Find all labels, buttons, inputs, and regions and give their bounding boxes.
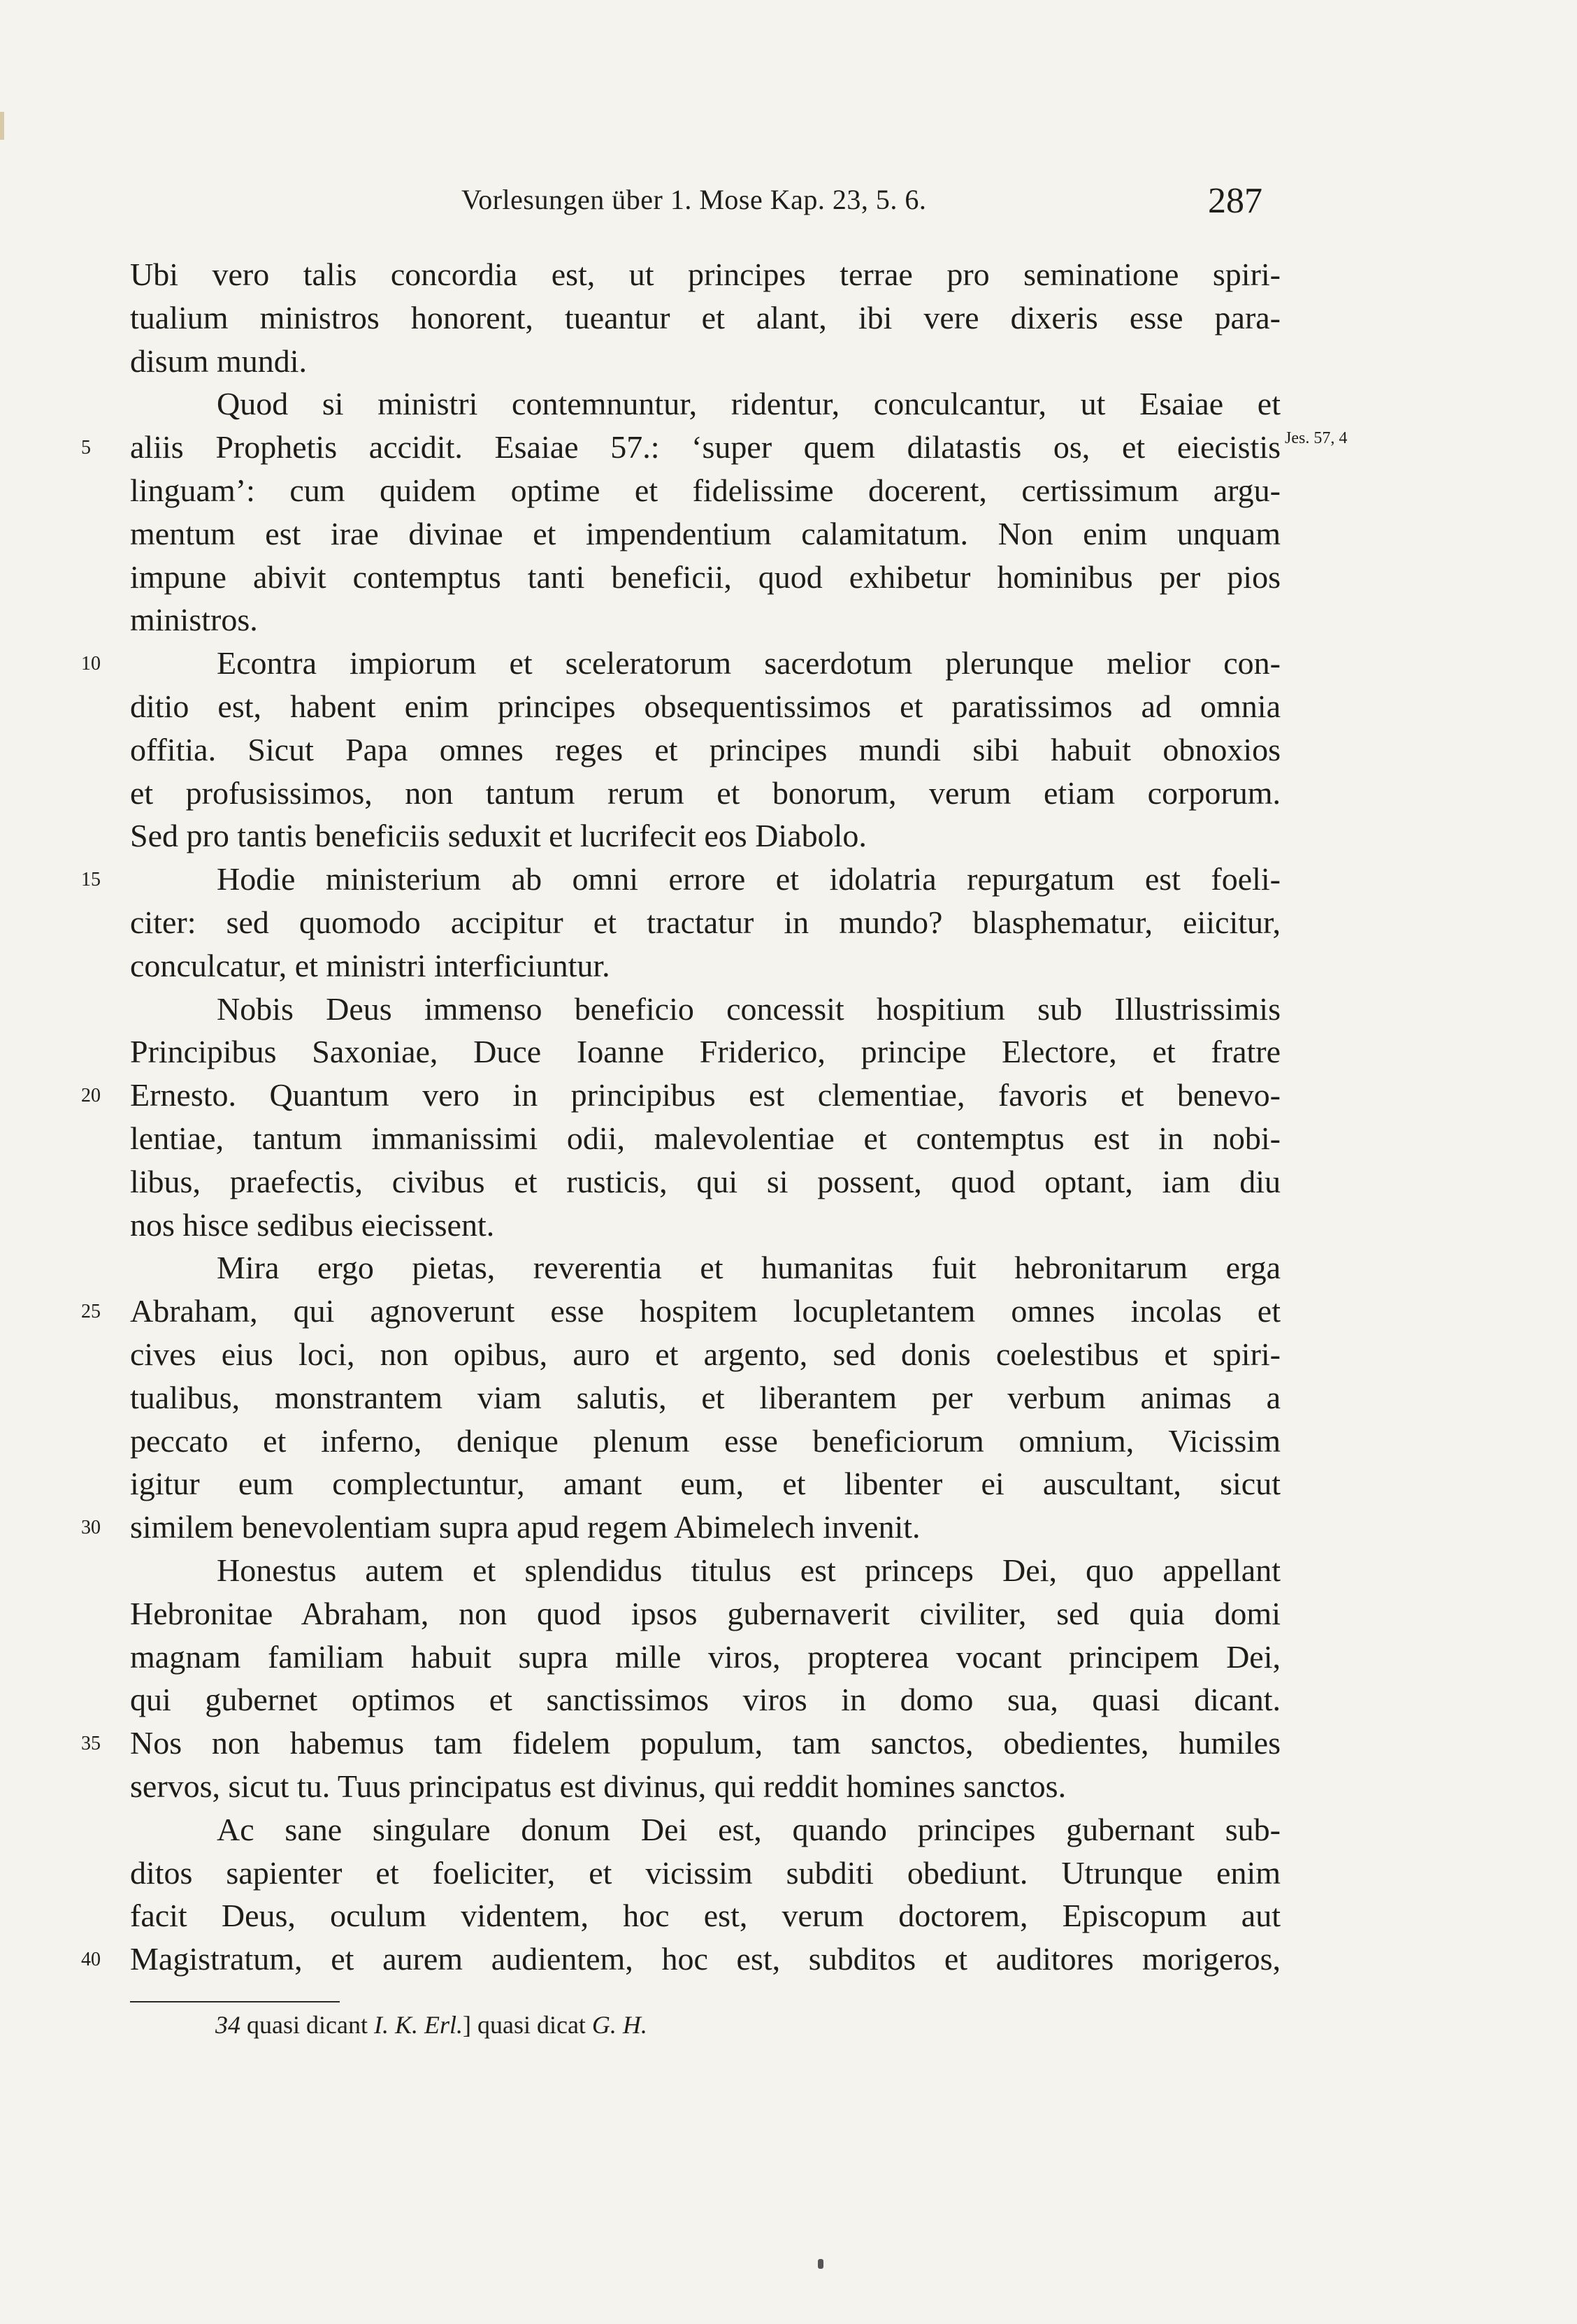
line-number: 35 — [81, 1733, 101, 1754]
text-line: nos hisce sedibus eiecissent. — [130, 1207, 495, 1243]
text-line: offitia. Sicut Papa omnes reges et principes mundi sibi habuit obnoxios — [130, 732, 1281, 767]
page-number: 287 — [1208, 181, 1262, 221]
text-line: qui gubernet optimos et sanctissimos viros in domo sua, quasi dicant. — [130, 1682, 1281, 1717]
text-line: mentum est irae divinae et impendentium calamitatum. Non enim unquam — [130, 516, 1281, 551]
footnote-sigla-2: G. H. — [591, 2011, 647, 2039]
footnote-line-ref: 34 — [215, 2011, 240, 2039]
text-line: Honestus autem et splendidus titulus est princeps Dei, quo appellant — [217, 1552, 1281, 1588]
text-line: ministros. — [130, 602, 258, 637]
text-line: Abraham, qui agnoverunt esse hospitem locupletantem omnes incolas et — [130, 1293, 1281, 1329]
text-line: Magistratum, et aurem audientem, hoc est, subditos et auditores morigeros, — [130, 1941, 1281, 1977]
footnote — [215, 2010, 647, 2040]
footnote-lemma: quasi dicant — [247, 2011, 368, 2039]
text-line: libus, praefectis, civibus et rusticis, qui si possent, quod optant, iam diu — [130, 1164, 1281, 1199]
text-line: Principibus Saxoniae, Duce Ioanne Friderico, principe Electore, et fratre — [130, 1034, 1281, 1069]
text-line: Ubi vero talis concordia est, ut principes terrae pro seminatione spiri- — [130, 257, 1281, 292]
text-line: servos, sicut tu. Tuus principatus est divinus, qui reddit homines sanctos. — [130, 1768, 1067, 1804]
text-line: Mira ergo pietas, reverentia et humanitas fuit hebronitarum erga — [217, 1250, 1281, 1285]
text-line: Hebronitae Abraham, non quod ipsos gubernaverit civiliter, sed quia domi — [130, 1596, 1281, 1631]
text-line: lentiae, tantum immanissimi odii, malevolentiae et contemptus est in nobi- — [130, 1120, 1281, 1156]
text-line: magnam familiam habuit supra mille viros, propterea vocant principem Dei, — [130, 1639, 1281, 1675]
line-number: 10 — [81, 653, 101, 674]
footnote-bracket: ] — [462, 2011, 471, 2039]
line-number: 25 — [81, 1301, 101, 1322]
text-line: Quod si ministri contemnuntur, ridentur, conculcantur, ut Esaiae et — [217, 386, 1281, 421]
footnote-sigla-1: I. K. Erl. — [373, 2011, 463, 2039]
text-line: Nobis Deus immenso beneficio concessit hospitium sub Illustrissimis — [217, 991, 1281, 1027]
line-number: 15 — [81, 869, 101, 890]
text-line: et profusissimos, non tantum rerum et bonorum, verum etiam corporum. — [130, 775, 1281, 811]
line-number: 20 — [81, 1085, 101, 1106]
text-line: Econtra impiorum et sceleratorum sacerdotum plerunque melior con- — [217, 645, 1281, 681]
line-number: 40 — [81, 1949, 101, 1970]
text-line: Hodie ministerium ab omni errore et idolatria repurgatum est foeli- — [217, 861, 1281, 897]
text-line: conculcatur, et ministri interficiuntur. — [130, 948, 610, 983]
text-line: cives eius loci, non opibus, auro et argento, sed donis coelestibus et spiri- — [130, 1336, 1281, 1372]
text-line: Ernesto. Quantum vero in principibus est clementiae, favoris et benevo- — [130, 1077, 1281, 1113]
text-line: ditio est, habent enim principes obsequentissimos et paratissimos ad omnia — [130, 688, 1281, 724]
text-line: citer: sed quomodo accipitur et tractatur in mundo? blasphematur, eiicitur, — [130, 904, 1281, 940]
text-line: impune abivit contemptus tanti beneficii, quod exhibetur hominibus per pios — [130, 559, 1281, 595]
text-line: peccato et inferno, denique plenum esse beneficiorum omnium, Vicissim — [130, 1423, 1281, 1459]
text-line: linguam’: cum quidem optime et fidelissime docerent, certissimum argu- — [130, 472, 1281, 508]
text-line: Ac sane singulare donum Dei est, quando principes gubernant sub- — [217, 1812, 1281, 1847]
text-line: Sed pro tantis beneficiis seduxit et lucrifecit eos Diabolo. — [130, 818, 867, 853]
footnote-variant: quasi dicat — [477, 2011, 586, 2039]
text-line: facit Deus, oculum videntem, hoc est, verum doctorem, Episcopum aut — [130, 1898, 1281, 1933]
page-speck — [818, 2259, 823, 2269]
footnote-rule — [130, 2001, 340, 2002]
text-line: aliis Prophetis accidit. Esaiae 57.: ‘super quem dilatastis os, et eiecistis — [130, 429, 1281, 465]
text-line: similem benevolentiam supra apud regem Abimelech invenit. — [130, 1509, 921, 1545]
text-line: disum mundi. — [130, 343, 308, 379]
line-number: 30 — [81, 1517, 101, 1538]
line-number: 5 — [81, 437, 91, 459]
text-line: igitur eum complectuntur, amant eum, et libenter ei auscultant, sicut — [130, 1466, 1281, 1501]
page-edge-mark — [0, 112, 4, 140]
margin-reference: Jes. 57, 4 — [1285, 429, 1348, 447]
text-line: Nos non habemus tam fidelem populum, tam sanctos, obedientes, humiles — [130, 1725, 1281, 1761]
text-line: ditos sapienter et foeliciter, et vicissim subditi obediunt. Utrunque enim — [130, 1855, 1281, 1891]
running-header: Vorlesungen über 1. Mose Kap. 23, 5. 6. — [461, 184, 927, 215]
text-line: tualibus, monstrantem viam salutis, et liberantem per verbum animas a — [130, 1380, 1281, 1415]
text-line: tualium ministros honorent, tueantur et alant, ibi vere dixeris esse para- — [130, 300, 1281, 335]
